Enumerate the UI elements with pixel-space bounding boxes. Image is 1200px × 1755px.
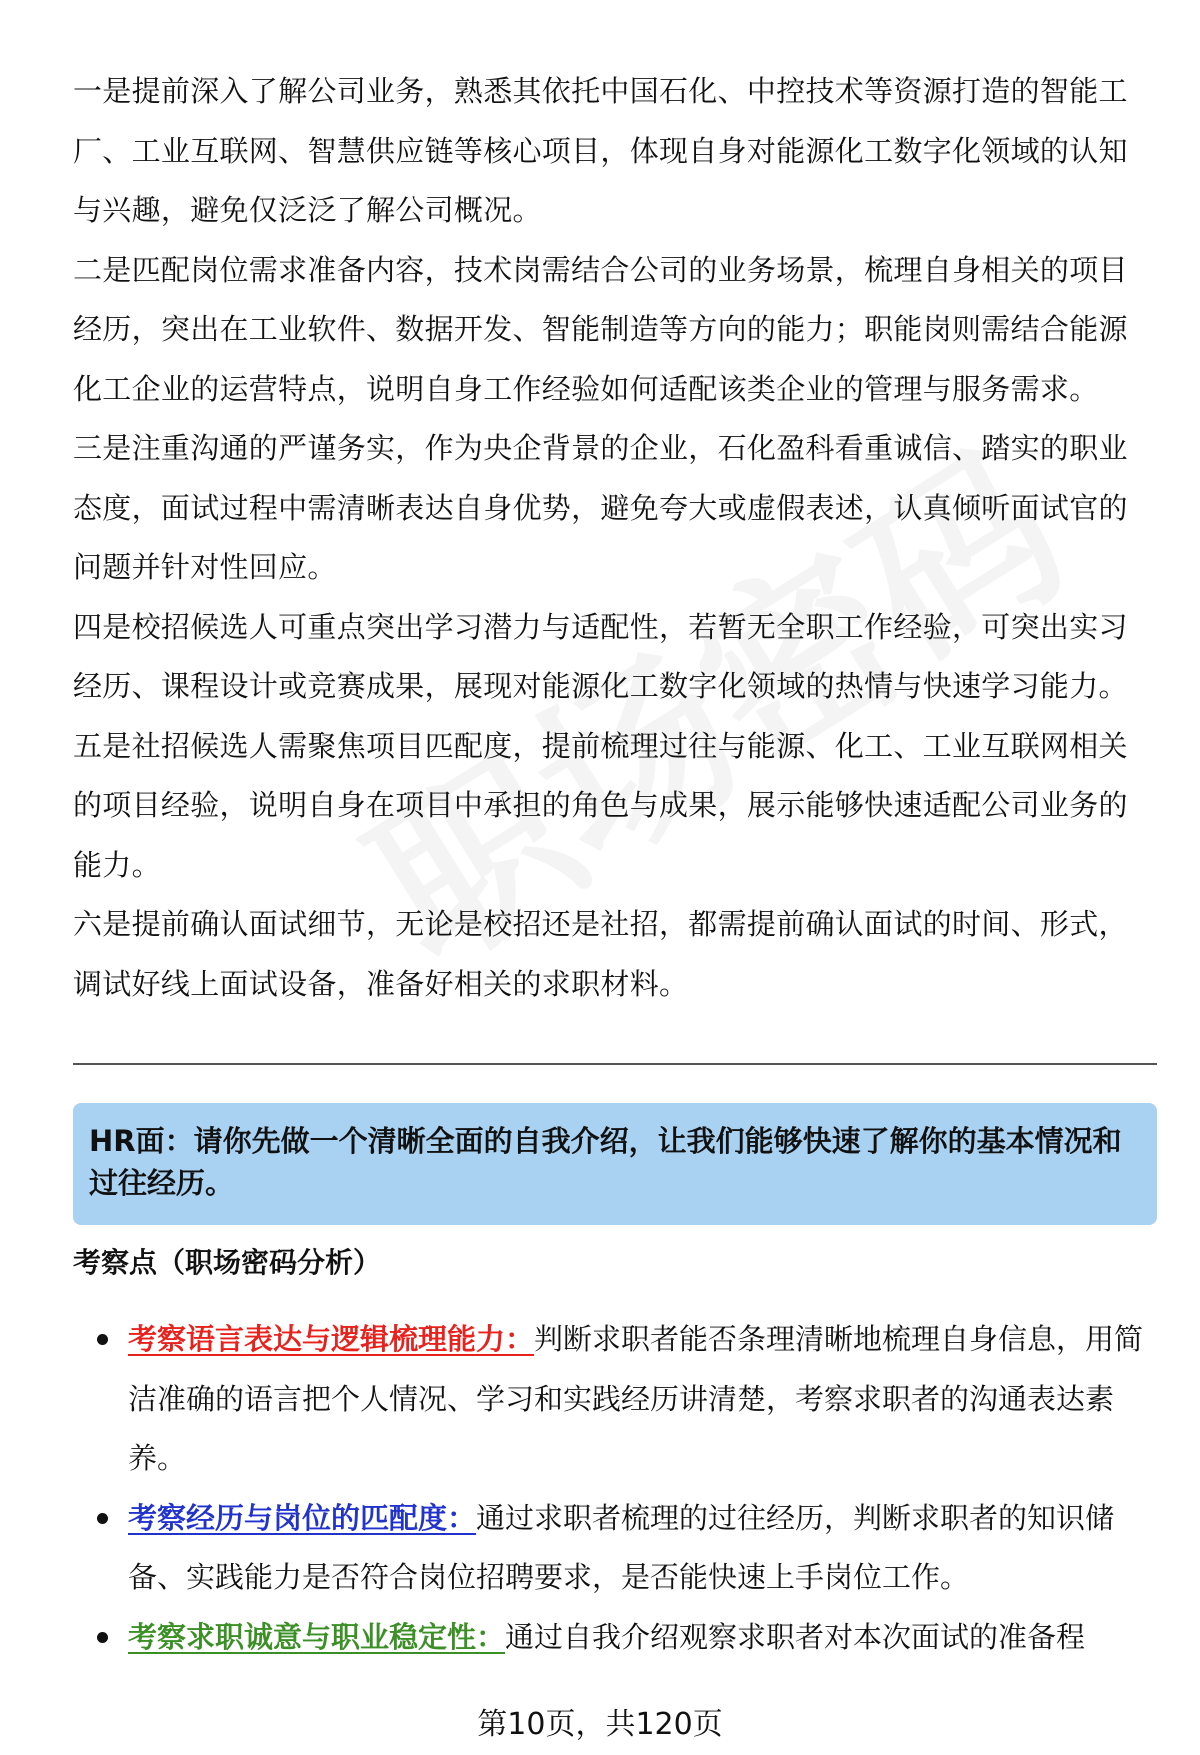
point-lead: 考察求职诚意与职业稳定性： bbox=[128, 1619, 506, 1654]
point-lead: 考察经历与岗位的匹配度： bbox=[128, 1500, 477, 1535]
hr-question-box bbox=[73, 1103, 1157, 1225]
point-text: 通过求职者梳理的过往经历，判断求职者的知识储备、实践能力是否符合岗位招聘要求，是否能快速上手岗位工作。 bbox=[128, 1500, 1115, 1594]
list-item bbox=[73, 1489, 1157, 1608]
bullet-icon bbox=[97, 1513, 108, 1524]
hr-question: HR面：请你先做一个清晰全面的自我介绍，让我们能够快速了解你的基本情况和过往经历。 bbox=[89, 1124, 1122, 1200]
section-title: 考察点（职场密码分析） bbox=[73, 1246, 382, 1279]
tip-paragraph: 三是注重沟通的严谨务实，作为央企背景的企业，石化盈科看重诚信、踏实的职业态度，面试过程中需清晰表达自身优势，避免夸大或虚假表述，认真倾听面试官的问题并针对性回应。 bbox=[73, 431, 1128, 584]
bullet-icon bbox=[97, 1632, 108, 1643]
tip-paragraph: 二是匹配岗位需求准备内容，技术岗需结合公司的业务场景，梳理自身相关的项目经历，突出在工业软件、数据开发、智能制造等方向的能力；职能岗则需结合能源化工企业的运营特点，说明自身工作经验如何适配该类企业的管理与服务需求。 bbox=[73, 252, 1128, 406]
bullet-icon bbox=[97, 1334, 108, 1345]
tip-paragraph: 四是校招候选人可重点突出学习潜力与适配性，若暂无全职工作经验，可突出实习经历、课程设计或竞赛成果，展现对能源化工数字化领域的热情与快速学习能力。 bbox=[73, 609, 1128, 703]
tip-paragraph: 五是社招候选人需聚焦项目匹配度，提前梳理过往与能源、化工、工业互联网相关的项目经验，说明自身在项目中承担的角色与成果，展示能够快速适配公司业务的能力。 bbox=[73, 728, 1128, 882]
evaluation-points bbox=[73, 1310, 1157, 1667]
point-text: 通过自我介绍观察求职者对本次面试的准备程 bbox=[505, 1619, 1086, 1654]
list-item bbox=[73, 1310, 1157, 1489]
interview-tips bbox=[73, 62, 1153, 1014]
point-text: 判断求职者能否条理清晰地梳理自身信息，用简洁准确的语言把个人情况、学习和实践经历讲清楚，考察求职者的沟通表达素养。 bbox=[128, 1322, 1144, 1475]
list-item bbox=[73, 1608, 1157, 1668]
section-divider bbox=[73, 1063, 1157, 1065]
tip-paragraph: 一是提前深入了解公司业务，熟悉其依托中国石化、中控技术等资源打造的智能工厂、工业互联网、智慧供应链等核心项目，体现自身对能源化工数字化领域的认知与兴趣，避免仅泛泛了解公司概况。 bbox=[73, 74, 1128, 227]
tip-paragraph: 六是提前确认面试细节，无论是校招还是社招，都需提前确认面试的时间、形式，调试好线上面试设备，准备好相关的求职材料。 bbox=[73, 907, 1128, 1001]
point-lead: 考察语言表达与逻辑梳理能力： bbox=[128, 1322, 535, 1356]
page-number: 第10页，共120页 bbox=[477, 1707, 723, 1742]
